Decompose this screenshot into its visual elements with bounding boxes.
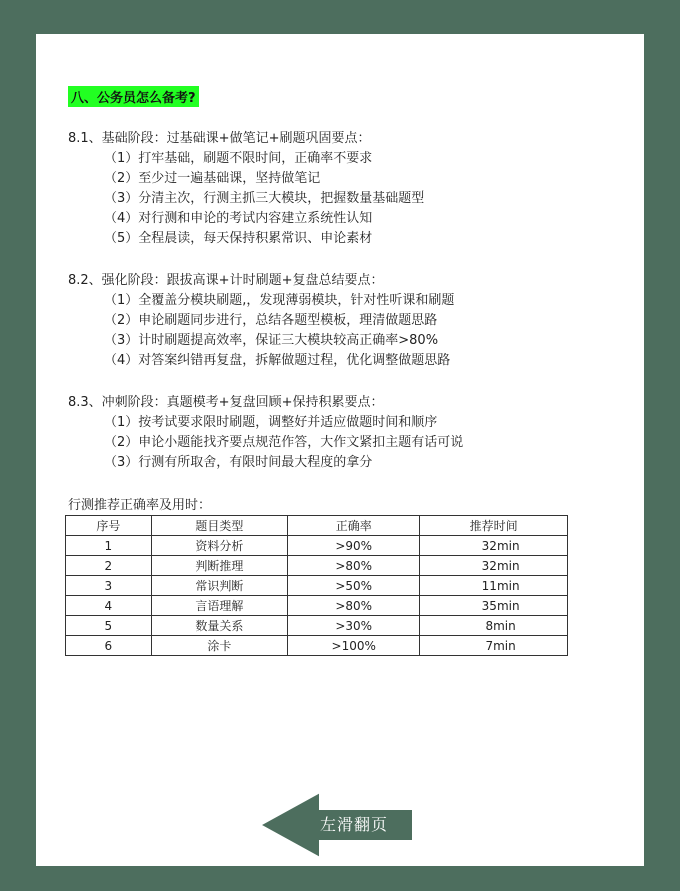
table-cell: >100% xyxy=(288,636,420,656)
table-cell: >30% xyxy=(288,616,420,636)
list-item: （4）对答案纠错再复盘，拆解做题过程，优化调整做题思路 xyxy=(104,353,451,368)
table-cell: 4 xyxy=(66,596,152,616)
list-item: （2）至少过一遍基础课，坚持做笔记 xyxy=(104,171,321,186)
table-cell: 11min xyxy=(420,576,568,596)
list-item: （3）分清主次，行测主抓三大模块，把握数量基础题型 xyxy=(104,191,425,206)
swipe-left-button[interactable] xyxy=(258,790,418,860)
table-cell: >80% xyxy=(288,596,420,616)
table-cell: 35min xyxy=(420,596,568,616)
column-header-type: 题目类型 xyxy=(151,516,287,536)
section-title: 8.1、基础阶段：过基础课+做笔记+刷题巩固要点： xyxy=(68,131,371,146)
table-row xyxy=(66,536,568,556)
table-cell: 1 xyxy=(66,536,152,556)
table-cell: 32min xyxy=(420,536,568,556)
list-item: （5）全程晨读，每天保持积累常识、申论素材 xyxy=(104,231,373,246)
section-title: 8.2、强化阶段：跟拔高课+计时刷题+复盘总结要点： xyxy=(68,273,384,288)
document-content xyxy=(68,86,628,656)
table-cell: 2 xyxy=(66,556,152,576)
accuracy-time-table xyxy=(65,515,568,656)
column-header-time: 推荐时间 xyxy=(420,516,568,536)
list-item: （1）全覆盖分模块刷题,，发现薄弱模块，针对性听课和刷题 xyxy=(104,293,455,308)
list-item: （2）申论小题能找齐要点规范作答，大作文紧扣主题有话可说 xyxy=(104,435,464,450)
list-item: （3）行测有所取舍，有限时间最大程度的拿分 xyxy=(104,455,373,470)
section-basic-stage xyxy=(68,129,628,249)
table-row xyxy=(66,616,568,636)
table-cell: 32min xyxy=(420,556,568,576)
table-row xyxy=(66,636,568,656)
document-page xyxy=(36,34,644,866)
table-cell: 判断推理 xyxy=(151,556,287,576)
table-cell: 数量关系 xyxy=(151,616,287,636)
list-item: （1）按考试要求限时刷题，调整好并适应做题时间和顺序 xyxy=(104,415,438,430)
column-header-index: 序号 xyxy=(66,516,152,536)
column-header-accuracy: 正确率 xyxy=(288,516,420,536)
list-item: （2）申论刷题同步进行，总结各题型模板，理清做题思路 xyxy=(104,313,438,328)
table-cell: 资料分析 xyxy=(151,536,287,556)
table-title: 行测推荐正确率及用时： xyxy=(68,498,212,513)
table-cell: 涂卡 xyxy=(151,636,287,656)
table-cell: 3 xyxy=(66,576,152,596)
table-cell: >80% xyxy=(288,556,420,576)
section-title: 8.3、冲刺阶段：真题模考+复盘回顾+保持积累要点： xyxy=(68,395,384,410)
table-cell: 7min xyxy=(420,636,568,656)
list-item: （3）计时刷题提高效率，保证三大模块较高正确率>80% xyxy=(104,333,439,348)
table-cell: 言语理解 xyxy=(151,596,287,616)
table-cell: 6 xyxy=(66,636,152,656)
table-cell: >50% xyxy=(288,576,420,596)
section-heading: 八、公务员怎么备考? xyxy=(68,86,199,107)
table-cell: 8min xyxy=(420,616,568,636)
table-cell: 常识判断 xyxy=(151,576,287,596)
list-item: （1）打牢基础，刷题不限时间，正确率不要求 xyxy=(104,151,373,166)
swipe-left-label: 左滑翻页 xyxy=(320,815,389,834)
table-row xyxy=(66,596,568,616)
table-row xyxy=(66,576,568,596)
table-cell: >90% xyxy=(288,536,420,556)
table-row xyxy=(66,556,568,576)
table-header-row xyxy=(66,516,568,536)
table-cell: 5 xyxy=(66,616,152,636)
list-item: （4）对行测和申论的考试内容建立系统性认知 xyxy=(104,211,373,226)
section-sprint-stage xyxy=(68,393,628,473)
section-strengthen-stage xyxy=(68,271,628,371)
